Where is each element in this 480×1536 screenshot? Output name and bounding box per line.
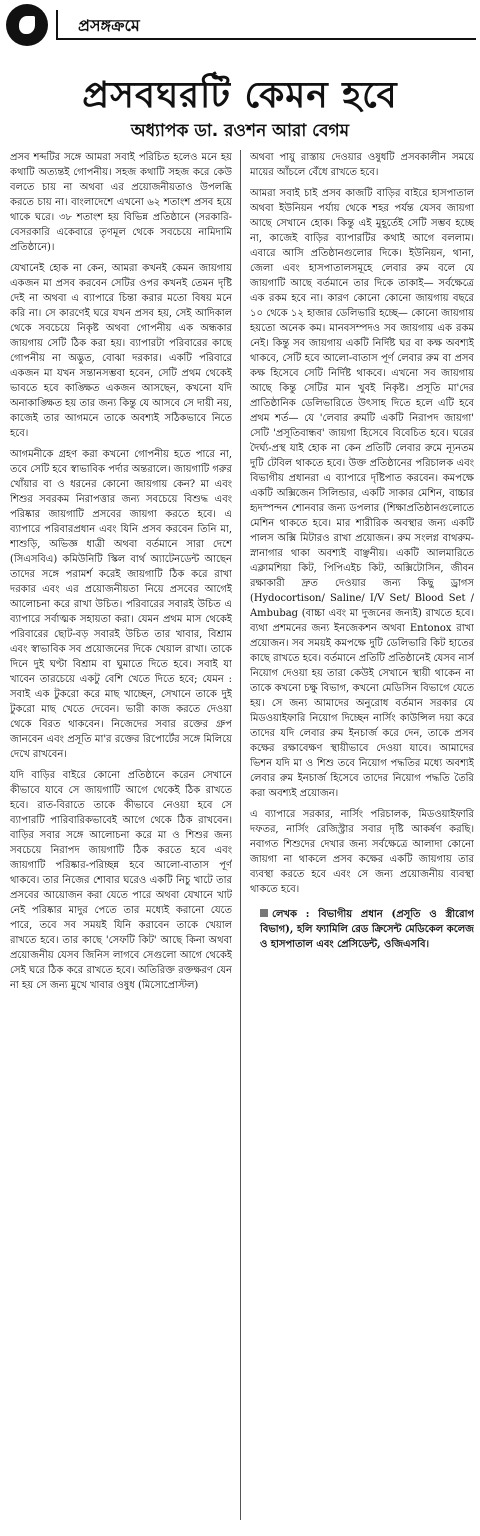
- article-column-right: [250, 150, 474, 1525]
- article-column-left: [10, 150, 232, 1525]
- article-paragraph: যদি বাড়ির বাইরে কোনো প্রতিষ্ঠানে করেন সেখানে কীভাবে যাবে সে জায়গাটি আগে থেকেই ঠিক রাখতে হবে। রাত-বিরাতে তাকে কীভাবে নেওয়া হবে সে ব্যাপারটি পারিবারিকভাবেই আগে থেকে ঠিক রাখবেন। বাড়ির সবার সঙ্গে আলোচনা করে মা ও শিশুর জন্য সবচেয়ে নিরাপদ জায়গাটি ঠিক করতে হবে এবং জায়গাটি পরিষ্কার-পরিচ্ছন্ন হবে আলো-বাতাস পূর্ণ থাকবে। তার নিজের শোবার ঘরেও একটি নিচু খাটে তার প্রসবের আয়োজন করা যেতে পারে অথবা যেখানে খাট নেই পরিষ্কার মাদুর পেতে তার মধ্যেই করানো যেতে পারে, তবে সব সময়ই যিনি করাবেন তাকে খেয়াল রাখতে হবে। তার কাছে 'সেফটি কিট' আছে কিনা অথবা প্রয়োজনীয় যেসব জিনিস লাগবে সেগুলো আগে থেকেই সেই ঘরে ঠিক করে রাখতে হবে। অতিরিক্ত রক্তক্ষরণ যেন না হয় সে জন্য মুখে খাবার ওষুধ (মিসোপ্রোস্টল): [10, 770, 232, 991]
- footnote-text: লেখক : বিভাগীয় প্রধান (প্রসূতি ও স্ত্রীরোগ বিভাগ), হলি ফ্যামিলি রেড ক্রিসেন্ট মেডিকেল কলেজ ও হাসপাতাল এবং প্রেসিডেন্ট, ওজিএসবি।: [260, 909, 474, 950]
- author-footnote: [250, 907, 474, 952]
- article-paragraph: যেখানেই হোক না কেন, আমরা কখনই কেমন জায়গায় একজন মা প্রসব করবেন সেটির ওপর কখনই তেমন দৃষ্টি দেই না অথবা এ ব্যাপারে চিন্তা করার মতো বিষয় মনে করি না। সে কারণেই ঘরে যখন প্রসব হয়, সেই আদিকাল থেকে সবচেয়ে নিকৃষ্ট অথবা গোপনীয় এক অন্ধকার জায়গায় সেটি ঠিক করা হয়। ব্যাপারটা পরিবারের কাছে গোপনীয় না অদ্ভুত, বোঝা দরকার। একটি পরিবারে একজন মা যখন সন্তানসম্ভবা হবেন, সেটি প্রথম থেকেই ভাবতে হবে কাঙ্ক্ষিত একজন আসছেন, কখনো যদি অনাকাঙ্ক্ষিত হয় তার জন্য কিন্তু যে আসবে সে দায়ী নয়, কাজেই তার আগমনে তাকে অবশ্যই সঠিকভাবে নিতে হবে।: [10, 263, 232, 439]
- article-paragraph: আগমনীকে গ্রহণ করা কখনো গোপনীয় হতে পারে না, তবে সেটি হবে স্বাভাবিক পর্দার অন্তরালে। জায়গাটি গরুর খোঁয়ার বা ও ধরনের কোনো জায়গায় কেন? মা এবং শিশুর সবরকম নিরাপত্তার জন্য সবচেয়ে বিশুদ্ধ এবং পরিষ্কার জায়গাটি প্রসবের জায়গা করতে হবে। এ ব্যাপারে পরিবারপ্রধান এবং যিনি প্রসব করবেন তিনি মা, শাশুড়ি, অভিজ্ঞ ধাত্রী অথবা বর্তমানে সারা দেশে (সিএসবিএ) কমিউনিটি স্কিল বার্থ অ্যাটেনডেন্ট আছেন তাদের সঙ্গে পরামর্শ করেই জায়গাটি ঠিক করে রাখা দরকার এবং এর প্রয়োজনীয়তা নিয়ে প্রসবের আগেই আলোচনা করে রাখা উচিত। পরিবারের সবারই উচিত এ ব্যাপারে সর্বাত্মক সহায়তা করা। যেমন প্রথম মাস থেকেই পরিবারের ছোট-বড় সবারই উচিত তার খাবার, বিশ্রাম এবং স্বাভাবিক সব প্রয়োজনের দিকে খেয়াল রাখা। তাকে দিনে দুই ঘণ্টা বিশ্রাম বা ঘুমাতে দিতে হবে। সবাই যা খাবেন তারচেয়ে একটু বেশি খেতে দিতে হবে; যেমন : সবাই এক টুকরো করে মাছ খাচ্ছেন, সেখানে তাকে দুই টুকরো মাছ খেতে দেবেন। ভারী কাজ করতে দেওয়া থেকে বিরত থাকবেন। নিজেদের সবার রক্তের গ্রুপ জানবেন এবং প্রসূতি মা'র রক্তের রিপোর্টের সঙ্গে মিলিয়ে দেখে রাখবেন।: [10, 449, 232, 760]
- author-byline: অধ্যাপক ডা. রওশন আরা বেগম: [130, 121, 350, 141]
- header: [0, 0, 480, 52]
- article-paragraph: প্রসব শব্দটির সঙ্গে আমরা সবাই পরিচিত হলেও মনে হয় কথাটি অত্যন্তই গোপনীয়। সহজ কথাটি সহজ করে কেউ বলতে চায় না অথবা এর প্রয়োজনীয়তাও উপলব্ধি করতে চায় না। বাংলাদেশে এখনো ৬২ শতাংশ প্রসব হয়ে থাকে ঘরে। ৩৮ শতাংশ হয় বিভিন্ন প্রতিষ্ঠানে (সরকারি-বেসরকারি একেবারে তৃণমূল থেকে সবচেয়ে নামিদামি প্রতিষ্ঠানে)।: [10, 152, 232, 253]
- section-logo-icon: [6, 4, 48, 46]
- column-divider: [240, 150, 241, 1520]
- headline: প্রসবঘরটি কেমন হবে: [82, 75, 398, 116]
- section-label: প্রসঙ্গক্রমে: [78, 16, 140, 35]
- article-paragraph: এ ব্যাপারে সরকার, নার্সিং পরিচালক, মিডওয়াইফারি দফতর, নার্সিং রেজিস্ট্রার সবার দৃষ্টি আকর্ষণ করছি। নবাগত শিশুদের দেখার জন্য সর্বক্ষেত্রে আলাদা কোনো জায়গা না থাকলে প্রসব কক্ষের একটি জায়গায় তার ব্যবস্থা করতে হবে এবং সে জন্য প্রয়োজনীয় ব্যবস্থা থাকতে হবে।: [250, 809, 474, 895]
- section-bar: [56, 10, 476, 40]
- square-bullet-icon: [260, 909, 268, 917]
- article-paragraph: অথবা পায়ু রাস্তায় দেওয়ার ওষুধটি প্রসবকালীন সময়ে মায়ের আঁচলে বেঁধে রাখতে হবে।: [250, 152, 474, 178]
- article-paragraph: আমরা সবাই চাই প্রসব কাজটি বাড়ির বাইরে হাসপাতাল অথবা ইউনিয়ন পর্যায় থেকে শহর পর্যন্ত যেসব জায়গা আছে সেখানে হোক। কিন্তু এই মুহূর্তেই সেটি সম্ভব হচ্ছে না, কাজেই বাড়ির ব্যাপারটির কথাই আগে বললাম। এবারে আসি প্রতিষ্ঠানগুলোর দিকে। ইউনিয়ন, থানা, জেলা এবং হাসপাতালসমূহে লেবার রুম বলে যে জায়গাটি আছে বর্তমানে তার দিকে তাকাই— সর্বক্ষেত্রে এক রকম হবে না। কারণ কোনো কোনো জায়গায় বছরে ১০ থেকে ১২ হাজার ডেলিভারি হচ্ছে— কোনো জায়গায় হয়তো অনেক কম। মানবসম্পদও সব জায়গায় এক রকম নেই। কিন্তু সব জায়গায় একটি নির্দিষ্ট ঘর বা কক্ষ অবশ্যই থাকবে, সেটি হবে আলো-বাতাস পূর্ণ লেবার রুম বা প্রসব কক্ষ হিসেবে সেটি নির্দিষ্ট থাকবে। এখনো সব জায়গায় আছে কিন্তু সেটির মান খুবই নিকৃষ্ট। প্রসূতি মা'দের প্রাতিষ্ঠানিক ডেলিভারিতে উৎসাহ দিতে হলে এটি হবে প্রথম শর্ত— যে 'লেবার রুমটি একটি নিরাপদ জায়গা' সেটি 'প্রসূতিবান্ধব' জায়গা হিসেবে বিবেচিত হবে। ঘরের দৈর্ঘ্য-প্রস্থ যাই হোক না কেন প্রতিটি লেবার রুমে ন্যূনতম দুটি টেবিল থাকতে হবে। উক্ত প্রতিষ্ঠানের পরিচালক এবং বিভাগীয় প্রধানরা এ ব্যাপারে দৃষ্টিপাত করবেন। কমপক্ষে একটি অক্সিজেন সিলিন্ডার, একটি সাকার মেশিন, বাচ্চার হৃদস্পন্দন শোনবার জন্য ডপলার (শিক্ষাপ্রতিষ্ঠানগুলোতে মেশিন থাকতে হবে। মার শারীরিক অবস্থার জন্য একটি পালস অক্সি মিটারও রাখা প্রয়োজন। রুম সংলগ্ন বাথরুম-স্নানাগার থাকা অবশ্যই বাঞ্ছনীয়। একটি আলমারিতে এক্লামশিয়া কিট, পিপিএইচ কিট, অক্সিটোসিন, জীবন রক্ষাকারী দ্রুত দেওয়ার জন্য কিছু ড্রাগস (Hydocortison/ Saline/ I/V Set/ Blood Set / Ambubag (বাচ্চা এবং মা দুজনের জন্যই) রাখতে হবে। ব্যথা প্রশমনের জন্য ইনজেকশন অথবা Entonox রাখা প্রয়োজন। সব সময়ই কমপক্ষে দুটি ডেলিভারি কিট হাতের কাছে রাখতে হবে। বর্তমানে প্রতিটি প্রতিষ্ঠানেই যেসব নার্স নিয়োগ দেওয়া হয় তারা কেউই সেখানে স্থায়ী থাকেন না তাকে কখনো চক্ষু বিভাগ, কখনো মেডিসিন বিভাগে যেতে হয়। সে জন্য আমাদের অনুরোধ বর্তমান সরকার যে মিডওয়াইফারি নিয়োগ দিচ্ছেন নার্সিং কাউন্সিল দয়া করে তাদের যদি লেবার রুম ইনচার্জ করে দেন, তাকে প্রসব কক্ষের রক্ষাবেক্ষণ স্থায়ীভাবে দেওয়া যাবে। আমাদের ভিশন যদি মা ও শিশু তবে নিয়োগ পদ্ধতির মধ্যে অবশ্যই লেবার রুম ইনচার্জ হিসেবে তাদের নিয়োগ পদ্ধতি তৈরি করা অবশ্যই প্রয়োজন।: [250, 188, 474, 799]
